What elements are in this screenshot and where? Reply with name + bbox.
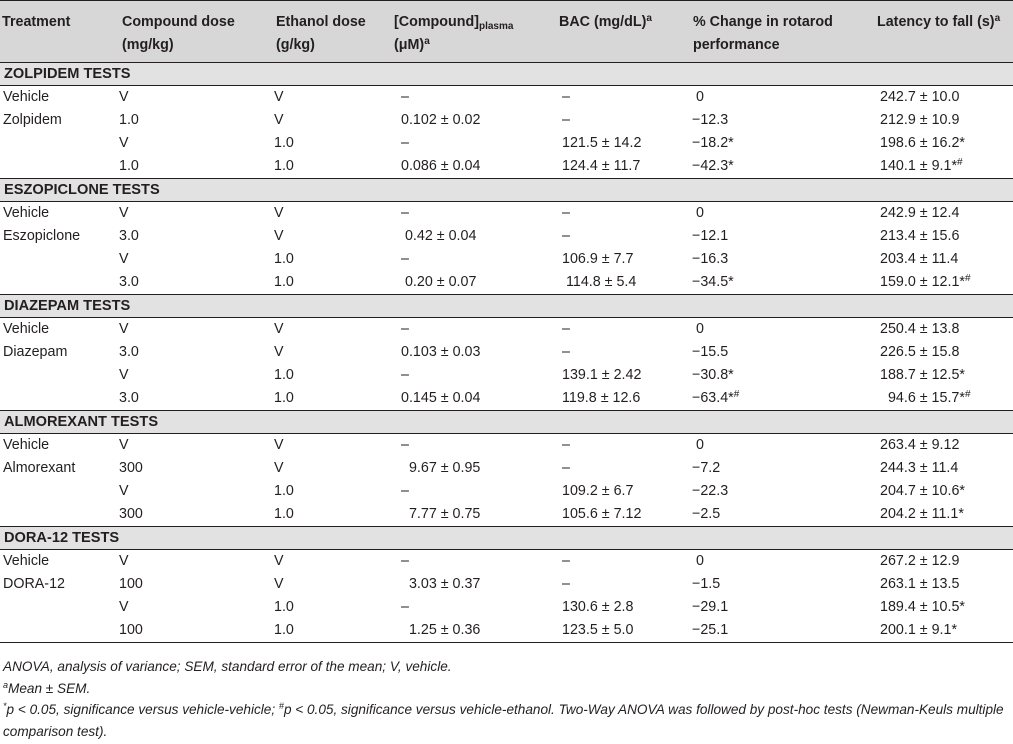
table-row (0, 109, 1013, 132)
section-title: DORA-12 TESTS (0, 527, 1013, 550)
compound-dose-cell: V (119, 599, 129, 615)
compound-plasma-cell: – (401, 321, 409, 337)
rotarod-change-cell: −2.5 (692, 506, 721, 522)
latency-cell: 212.9 ± 10.9 (880, 112, 960, 128)
latency-cell: 244.3 ± 11.4 (880, 460, 959, 476)
bac-cell: – (562, 437, 570, 453)
bac-cell: – (562, 460, 570, 476)
rotarod-change-cell: −42.3* (692, 158, 734, 174)
latency-cell: 94.6 ± 15.7*# (880, 389, 971, 406)
compound-plasma-cell: – (401, 251, 409, 267)
compound-plasma-cell: 3.03 ± 0.37 (401, 576, 481, 592)
ethanol-dose-cell: 1.0 (274, 274, 294, 290)
treatment-cell (0, 387, 117, 411)
latency-cell: 188.7 ± 12.5* (880, 367, 965, 383)
compound-plasma-cell: 0.103 ± 0.03 (401, 344, 481, 360)
significance-marker: # (957, 157, 963, 168)
section-header (0, 527, 1013, 550)
latency-cell: 263.4 ± 9.12 (880, 437, 960, 453)
ethanol-dose-cell: V (274, 437, 284, 453)
bac-cell: – (562, 228, 570, 244)
rotarod-change-cell: 0 (692, 437, 704, 453)
section-title: ZOLPIDEM TESTS (0, 63, 1013, 86)
compound-plasma-cell: 0.145 ± 0.04 (401, 390, 481, 406)
ethanol-dose-cell: 1.0 (274, 135, 294, 151)
bac-cell: 114.8 ± 5.4 (562, 274, 637, 290)
treatment-cell: Vehicle (3, 437, 50, 453)
latency-cell: 204.2 ± 11.1* (880, 506, 964, 522)
compound-dose-cell: V (119, 553, 129, 569)
ethanol-dose-cell: 1.0 (274, 483, 294, 499)
table-row (0, 457, 1013, 480)
footnote-a: $^a$Mean ± SEM. (3, 679, 91, 696)
table-row (0, 155, 1013, 179)
latency-cell: 242.7 ± 10.0 (880, 89, 960, 105)
table-row (0, 550, 1013, 574)
header-treatment: Treatment (0, 1, 117, 63)
compound-dose-cell: V (119, 251, 129, 267)
header-latency: Latency to fall $(s)^a$ (872, 1, 1013, 63)
compound-dose-cell: 3.0 (119, 344, 139, 360)
compound-plasma-cell: – (401, 89, 409, 105)
compound-dose-cell: 3.0 (119, 390, 139, 406)
treatment-cell (0, 596, 117, 619)
significance-marker: # (733, 389, 740, 400)
footnotes (3, 656, 1009, 742)
rotarod-change-cell: −12.1 (692, 228, 729, 244)
treatment-cell (0, 619, 117, 643)
table-row (0, 387, 1013, 411)
bac-cell: 106.9 ± 7.7 (562, 251, 634, 267)
bac-cell: – (562, 576, 570, 592)
table-row (0, 619, 1013, 643)
bac-cell: 139.1 ± 2.42 (562, 367, 642, 383)
ethanol-dose-cell: 1.0 (274, 599, 294, 615)
ethanol-dose-cell: V (274, 460, 284, 476)
compound-dose-cell: 1.0 (119, 112, 139, 128)
table-row (0, 341, 1013, 364)
compound-dose-cell: 300 (119, 506, 143, 522)
bac-cell: 130.6 ± 2.8 (562, 599, 634, 615)
section-title: DIAZEPAM TESTS (0, 295, 1013, 318)
bac-cell: 109.2 ± 6.7 (562, 483, 634, 499)
compound-dose-cell: 3.0 (119, 274, 139, 290)
ethanol-dose-cell: V (274, 553, 284, 569)
latency-cell: 226.5 ± 15.8 (880, 344, 960, 360)
rotarod-change-cell: −29.1 (692, 599, 729, 615)
treatment-cell: DORA-12 (3, 576, 65, 592)
latency-cell: 198.6 ± 16.2* (880, 135, 965, 151)
compound-dose-cell: V (119, 89, 129, 105)
compound-plasma-cell: – (401, 599, 409, 615)
compound-dose-cell: V (119, 321, 129, 337)
table-row (0, 86, 1013, 110)
compound-plasma-cell: 0.42 ± 0.04 (401, 228, 477, 244)
rotarod-change-cell: −34.5* (692, 274, 734, 290)
rotarod-change-cell: −22.3 (692, 483, 729, 499)
section-header (0, 179, 1013, 202)
rotarod-change-cell: −15.5 (692, 344, 729, 360)
treatment-cell: Vehicle (3, 553, 50, 569)
latency-cell: 189.4 ± 10.5* (880, 599, 965, 615)
header-row (0, 1, 1013, 63)
significance-marker: # (964, 273, 971, 284)
bac-cell: 123.5 ± 5.0 (554, 619, 688, 643)
footnote-significance: *p < 0.05, significance versus vehicle-vehicle; #p < 0.05, significance versus vehicle-ethanol. Two-Way ANOVA was followed by post-hoc tests (Newman-Keuls multiple comparison test). (3, 701, 1004, 739)
rotarod-change-cell: 0 (692, 205, 704, 221)
treatment-cell: Diazepam (3, 344, 68, 360)
treatment-cell: Vehicle (3, 89, 50, 105)
ethanol-dose-cell: V (274, 344, 284, 360)
rotarod-change-cell: −18.2* (692, 135, 734, 151)
rotarod-change-cell: −16.3 (692, 251, 729, 267)
header-compound-dose: Compound dose (mg/kg) (117, 1, 271, 63)
compound-dose-cell: V (119, 437, 129, 453)
compound-dose-cell: V (119, 367, 129, 383)
ethanol-dose-cell: V (274, 228, 284, 244)
compound-plasma-cell: – (401, 135, 409, 151)
section-header (0, 411, 1013, 434)
table-row (0, 434, 1013, 458)
section-header (0, 63, 1013, 86)
table-row (0, 225, 1013, 248)
rotarod-change-cell: −30.8* (692, 367, 734, 383)
compound-plasma-cell: – (401, 483, 409, 499)
ethanol-dose-cell: 1.0 (271, 619, 389, 643)
compound-dose-cell: 1.0 (119, 158, 139, 174)
table-row (0, 480, 1013, 503)
latency-cell: 242.9 ± 12.4 (880, 205, 960, 221)
treatment-cell (0, 155, 117, 179)
compound-plasma-cell: – (401, 553, 409, 569)
ethanol-dose-cell: 1.0 (274, 158, 294, 174)
latency-cell: 250.4 ± 13.8 (880, 321, 960, 337)
rotarod-change-cell: −63.4*# (692, 389, 740, 406)
ethanol-dose-cell: V (274, 112, 284, 128)
table-row (0, 202, 1013, 226)
compound-plasma-cell: 0.20 ± 0.07 (401, 274, 477, 290)
ethanol-dose-cell: V (274, 89, 284, 105)
section-header (0, 295, 1013, 318)
compound-plasma-cell: – (401, 437, 409, 453)
treatment-cell: Vehicle (3, 321, 50, 337)
compound-plasma-cell: – (401, 367, 409, 383)
bac-cell: 121.5 ± 14.2 (562, 135, 642, 151)
rotarod-change-cell: −7.2 (692, 460, 721, 476)
compound-dose-cell: 3.0 (119, 228, 139, 244)
bac-cell: – (562, 553, 570, 569)
compound-dose-cell: 100 (117, 619, 271, 643)
treatment-cell (0, 364, 117, 387)
latency-cell: 140.1 ± 9.1*# (880, 157, 963, 174)
header-compound-plasma: $[Compound]_{plasma}$ $(\mu M)^a$ (389, 1, 554, 63)
compound-plasma-cell: 1.25 ± 0.36 (389, 619, 554, 643)
compound-dose-cell: V (119, 205, 129, 221)
compound-dose-cell: 100 (119, 576, 143, 592)
bac-cell: – (562, 344, 570, 360)
latency-cell: 204.7 ± 10.6* (880, 483, 965, 499)
bac-cell: – (562, 89, 570, 105)
significance-marker: # (964, 389, 971, 400)
footnote-abbreviations: ANOVA, analysis of variance; SEM, standard error of the mean; V, vehicle. (3, 659, 452, 674)
rotarod-change-cell: 0 (692, 553, 704, 569)
bac-cell: 105.6 ± 7.12 (562, 506, 642, 522)
ethanol-dose-cell: 1.0 (274, 506, 294, 522)
ethanol-dose-cell: V (274, 205, 284, 221)
compound-plasma-cell: 0.086 ± 0.04 (401, 158, 481, 174)
treatment-cell (0, 248, 117, 271)
ethanol-dose-cell: 1.0 (274, 367, 294, 383)
treatment-cell: Eszopiclone (3, 228, 81, 244)
compound-dose-cell: V (119, 135, 129, 151)
rotarod-change-cell: −12.3 (692, 112, 729, 128)
treatment-cell (0, 271, 117, 295)
bac-cell: – (562, 112, 570, 128)
compound-plasma-cell: – (401, 205, 409, 221)
table-row (0, 364, 1013, 387)
table-row (0, 132, 1013, 155)
compound-plasma-cell: 7.77 ± 0.75 (401, 506, 481, 522)
compound-dose-cell: 300 (119, 460, 143, 476)
section-title: ESZOPICLONE TESTS (0, 179, 1013, 202)
compound-plasma-cell: 9.67 ± 0.95 (401, 460, 481, 476)
latency-cell: 267.2 ± 12.9 (880, 553, 960, 569)
ethanol-dose-cell: V (274, 321, 284, 337)
table-row (0, 271, 1013, 295)
treatment-cell: Zolpidem (3, 112, 62, 128)
bac-cell: – (562, 321, 570, 337)
rotarod-change-cell: 0 (692, 89, 704, 105)
ethanol-dose-cell: V (274, 576, 284, 592)
latency-cell: 159.0 ± 12.1*# (880, 273, 971, 290)
header-rotarod-change: % Change in rotarod performance (688, 1, 872, 63)
table-row (0, 503, 1013, 527)
ethanol-dose-cell: 1.0 (274, 390, 294, 406)
table-row (0, 596, 1013, 619)
treatment-cell (0, 503, 117, 527)
rotarod-change-cell: 0 (692, 321, 704, 337)
latency-cell: 203.4 ± 11.4 (880, 251, 959, 267)
treatment-cell: Almorexant (3, 460, 76, 476)
latency-cell: 213.4 ± 15.6 (880, 228, 960, 244)
latency-cell: 200.1 ± 9.1* (872, 619, 1013, 643)
latency-cell: 263.1 ± 13.5 (880, 576, 960, 592)
table-row (0, 248, 1013, 271)
compound-plasma-cell: 0.102 ± 0.02 (401, 112, 481, 128)
compound-dose-cell: V (119, 483, 129, 499)
rotarod-change-cell: −25.1 (688, 619, 872, 643)
bac-cell: – (562, 205, 570, 221)
treatment-cell (0, 480, 117, 503)
table-row (0, 318, 1013, 342)
treatment-cell: Vehicle (3, 205, 50, 221)
header-ethanol-dose: Ethanol dose (g/kg) (271, 1, 389, 63)
table-body (0, 63, 1013, 643)
ethanol-dose-cell: 1.0 (274, 251, 294, 267)
treatment-cell (0, 132, 117, 155)
bac-cell: 124.4 ± 11.7 (562, 158, 641, 174)
table-row (0, 573, 1013, 596)
rotarod-change-cell: −1.5 (692, 576, 721, 592)
section-title: ALMOREXANT TESTS (0, 411, 1013, 434)
header-bac: BAC $(mg/dL)^a$ (554, 1, 688, 63)
bac-cell: 119.8 ± 12.6 (562, 390, 641, 406)
